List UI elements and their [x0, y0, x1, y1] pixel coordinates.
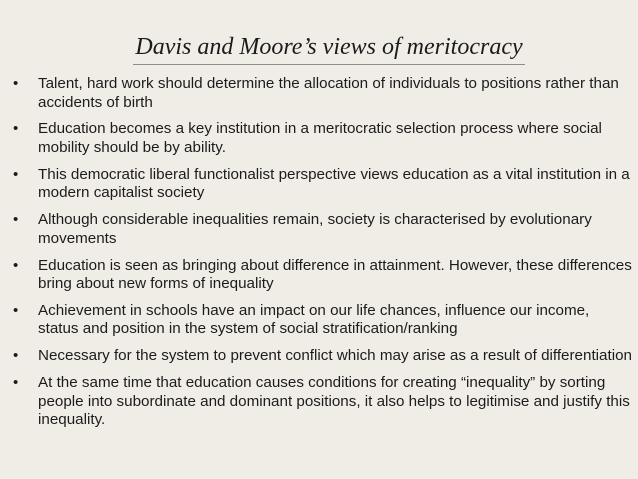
bullet-text: Achievement in schools have an impact on our life chances, influence our income, status and position in the system of social stratification/ranking [38, 301, 590, 338]
bullet-icon: • [13, 75, 19, 92]
bullet-text: Although considerable inequalities remain, society is characterised by evolutionary movements [38, 211, 592, 247]
bullet-text: Education becomes a key institution in a meritocratic selection process where social mobility should be by ability. [38, 120, 602, 156]
bullet-list [10, 75, 632, 438]
slide-title: Davis and Moore’s views of meritocracy [133, 32, 524, 65]
bullet-text: Education is seen as bringing about difference in attainment. However, these differences bring about new forms of inequality [38, 256, 632, 293]
bullet-item [10, 257, 632, 294]
bullet-item [10, 166, 632, 203]
bullet-item [10, 211, 632, 248]
bullet-text: Talent, hard work should determine the allocation of individuals to positions rather than accidents of birth [38, 75, 619, 111]
bullet-icon: • [13, 256, 19, 274]
bullet-icon: • [13, 120, 19, 138]
bullet-icon: • [13, 165, 19, 183]
bullet-item [10, 75, 632, 112]
title-container [0, 32, 638, 65]
bullet-text: Necessary for the system to prevent conflict which may arise as a result of differentiation [38, 347, 632, 365]
bullet-icon: • [13, 374, 19, 392]
bullet-text: At the same time that education causes conditions for creating “inequality” by sorting people into subordinate and dominant positions, it also helps to legitimise and justify this inequality. [38, 374, 630, 429]
bullet-text: This democratic liberal functionalist perspective views education as a vital institution in a modern capitalist society [38, 165, 630, 202]
bullet-item [10, 120, 632, 157]
bullet-icon: • [13, 211, 19, 229]
bullet-icon: • [13, 347, 19, 365]
bullet-icon: • [13, 301, 19, 319]
bullet-item [10, 374, 632, 430]
bullet-item [10, 302, 632, 339]
bullet-item [10, 347, 632, 366]
